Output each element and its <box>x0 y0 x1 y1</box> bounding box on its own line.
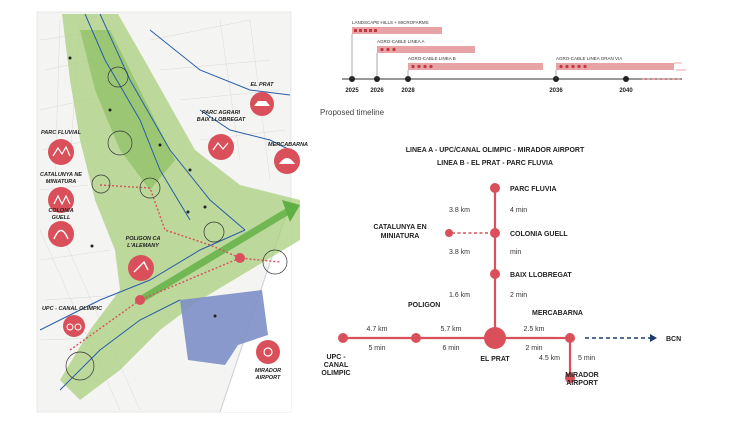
station-label-bcn: BCN <box>666 336 682 343</box>
seg-poligon-prat-min: 6 min <box>442 345 460 352</box>
timeline-year-2036: 2036 <box>549 88 563 94</box>
map-label-poligon-1: POLIGON CA <box>125 236 161 242</box>
icon-mirador-airport[interactable] <box>256 340 280 364</box>
map-label-colonia-1: COLONIA <box>48 208 74 214</box>
timeline-bar-gran-via <box>556 56 686 70</box>
timeline-year-2040: 2040 <box>619 88 633 94</box>
timeline-bar-label-gran-via: AGRO-CABLE LINEA GRAN VIA <box>556 56 623 61</box>
station-label-upc-3: OLIMPIC <box>321 370 351 377</box>
map-label-mirador-1: MIRADOR <box>254 368 282 374</box>
node-colonia-guell[interactable] <box>490 228 500 238</box>
map-label-colonia-2: GUELL <box>51 215 71 221</box>
icon-poligon[interactable] <box>128 255 154 281</box>
station-label-parc-fluvia: PARC FLUVIA <box>510 186 557 193</box>
map-label-poligon-2: L'ALEMANY <box>127 243 159 249</box>
node-parc-fluvia[interactable] <box>490 183 500 193</box>
map-label-el-prat: EL PRAT <box>250 82 274 88</box>
site-map-svg <box>0 0 310 423</box>
seg-fluvia-guell-min: 4 min <box>510 207 528 214</box>
map-label-parc-agrari-1: PARC AGRARI <box>201 110 241 116</box>
station-label-upc-1: UPC - <box>326 354 346 361</box>
station-label-catalunya-1: CATALUNYA EN <box>373 224 427 231</box>
node-mercabarna[interactable] <box>565 333 575 343</box>
timeline-caption: Proposed timeline <box>320 108 385 117</box>
station-label-upc-2: CANAL <box>323 362 349 369</box>
timeline-svg <box>320 0 730 125</box>
node-catalunya[interactable] <box>445 229 453 237</box>
seg-fluvia-guell-km: 3.8 km <box>448 207 470 214</box>
station-label-mercabarna: MERCABARNA <box>532 310 583 317</box>
seg-baix-prat-min: 2 min <box>510 292 528 299</box>
station-label-colonia-guell: COLONIA GUELL <box>510 231 568 238</box>
icon-mercabarna[interactable] <box>274 148 300 174</box>
timeline-bar-linea-a <box>377 39 475 53</box>
station-label-mirador-1: MIRADOR <box>565 372 599 379</box>
site-map <box>0 0 310 423</box>
node-el-prat[interactable] <box>484 327 506 349</box>
station-label-poligon: POLIGON <box>408 302 441 309</box>
seg-prat-merca-km: 2.5 km <box>523 326 545 333</box>
seg-merca-mirador-min: 5 min <box>578 355 596 362</box>
timeline-bar-label-linea-a: AGRO-CABLE LINEA A <box>377 39 425 44</box>
icon-colonia-guell[interactable] <box>48 221 74 247</box>
timeline-bar-linea-b <box>408 56 543 70</box>
node-baix-llobregat[interactable] <box>490 269 500 279</box>
timeline <box>320 0 730 125</box>
node-poligon[interactable] <box>411 333 421 343</box>
timeline-year-2025: 2025 <box>345 88 359 94</box>
timeline-bar-label-landscape: LANDSCAPE HILLS + MICROFARMS <box>352 20 429 25</box>
station-label-catalunya-2: MINIATURA <box>380 233 420 240</box>
icon-el-prat[interactable] <box>250 92 274 116</box>
map-label-parc-fluvial: PARC FLUVIAL <box>41 130 81 136</box>
line-b-title: LINEA B - EL PRAT - PARC FLUVIA <box>436 160 554 167</box>
station-label-baix-llobregat: BAIX LLOBREGAT <box>510 272 572 279</box>
map-label-catalunya-1: CATALUNYA NE <box>40 172 82 178</box>
seg-upc-poligon-min: 5 min <box>368 345 386 352</box>
seg-guell-baix-km: 3.8 km <box>448 249 470 256</box>
network-svg <box>320 125 730 423</box>
line-a-title: LINEA A - UPC/CANAL OLIMPIC - MIRADOR AIRPORT <box>405 147 585 154</box>
timeline-bar-landscape <box>352 20 442 34</box>
seg-merca-mirador-km: 4.5 km <box>538 355 560 362</box>
icon-parc-fluvial[interactable] <box>48 139 74 165</box>
cable-network-diagram <box>320 125 730 423</box>
bcn-arrow-icon <box>650 334 657 342</box>
seg-upc-poligon-km: 4.7 km <box>366 326 388 333</box>
node-upc[interactable] <box>338 333 348 343</box>
poligon-node <box>135 295 145 305</box>
seg-prat-merca-min: 2 min <box>525 345 543 352</box>
map-label-catalunya-2: MINIATURA <box>45 179 77 185</box>
el-prat-node <box>235 253 245 263</box>
seg-baix-prat-km: 1.6 km <box>448 292 470 299</box>
map-label-upc: UPC - CANAL OLIMPIC <box>41 306 103 312</box>
seg-guell-baix-min: min <box>510 249 522 256</box>
map-label-parc-agrari-2: BAIX LLOBREGAT <box>196 117 246 123</box>
map-label-mercabarna: MERCABARNA <box>268 142 309 148</box>
timeline-year-2028: 2028 <box>401 88 415 94</box>
map-label-mirador-2: AIRPORT <box>255 375 281 381</box>
timeline-bar-label-linea-b: AGRO-CABLE LINEA B <box>408 56 456 61</box>
station-label-mirador-2: AIRPORT <box>566 380 598 387</box>
station-label-el-prat: EL PRAT <box>480 356 510 363</box>
seg-poligon-prat-km: 5.7 km <box>440 326 462 333</box>
timeline-year-2026: 2026 <box>370 88 384 94</box>
icon-parc-agrari[interactable] <box>208 134 234 160</box>
icon-upc[interactable] <box>63 315 85 337</box>
